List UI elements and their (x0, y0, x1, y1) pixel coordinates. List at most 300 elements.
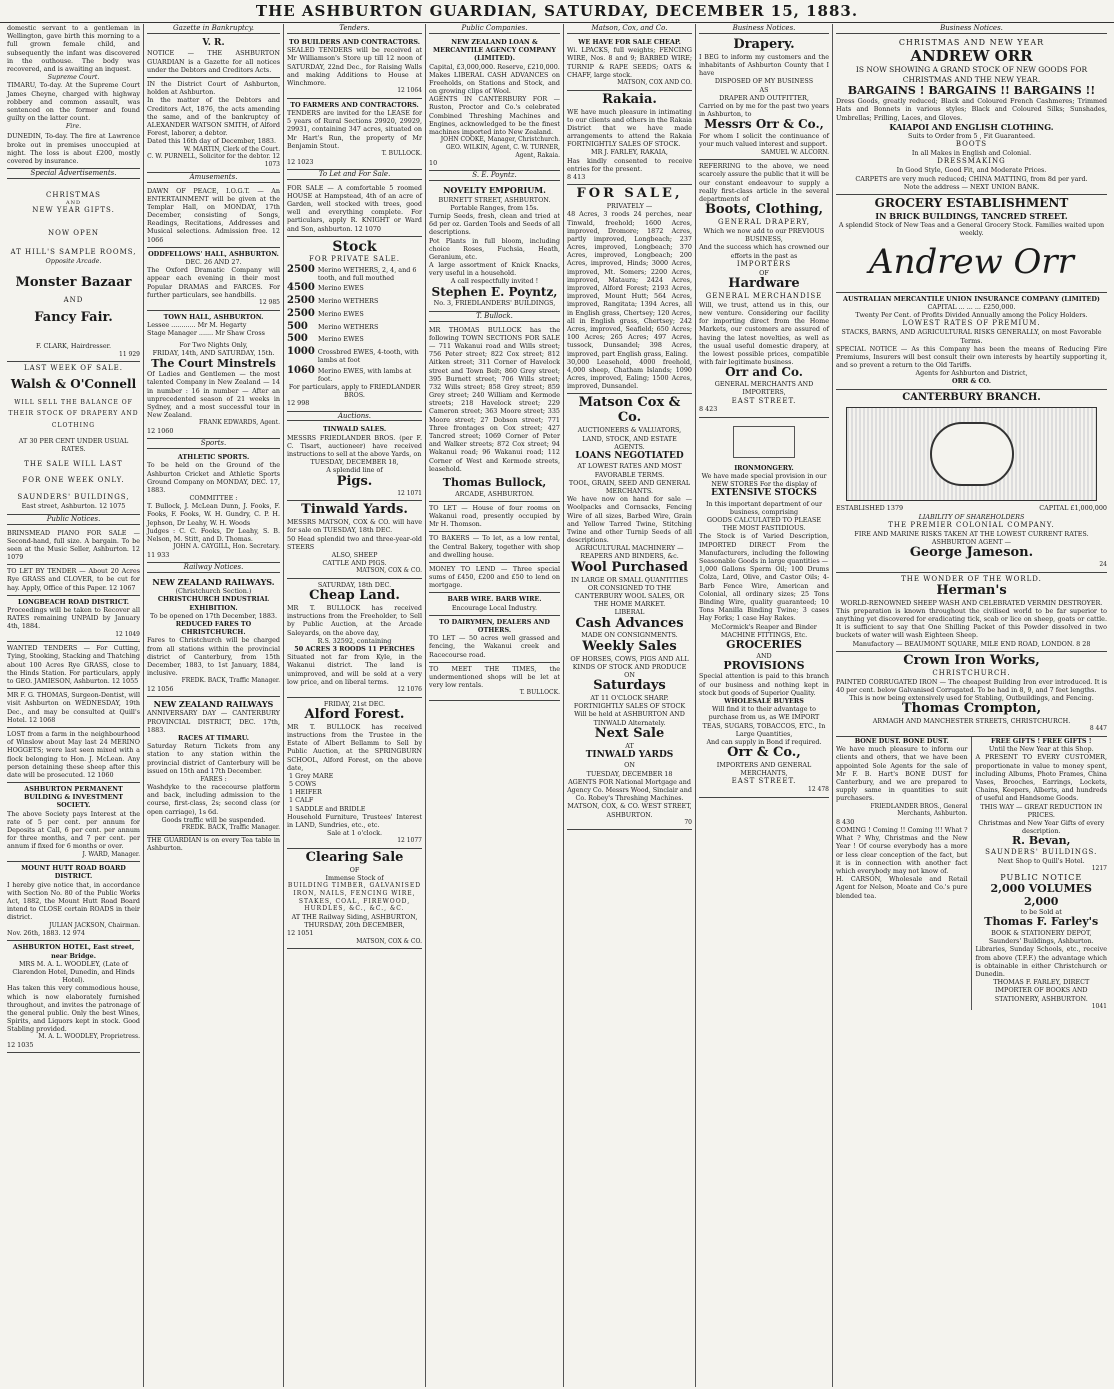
on-label: ON (624, 670, 635, 679)
oddfellows-title: ODDFELLOWS' HALL, ASHBURTON. (148, 249, 279, 258)
thirty-percent: AT 30 PER CENT UNDER USUAL RATES. (18, 437, 129, 454)
brick-buildings: IN BRICK BUILDINGS, TANCRED STREET. (875, 210, 1068, 221)
tolet-ref: 12 1067 (109, 583, 136, 592)
builders-ref: 12 1064 (397, 87, 422, 95)
bond: And can supply in Bond if required. (706, 737, 822, 746)
amusements-heading: Amusements. (147, 173, 280, 183)
bullock-sections-ad (429, 324, 560, 502)
wholesale-buyers: WHOLESALE BUYERS (724, 696, 804, 705)
now-open: NOW OPEN (48, 229, 99, 238)
manufactory: Manufactory — BEAUMONT SQUARE, MILE END ROAD, LONDON. 8 28 (852, 639, 1091, 648)
district-court: IN the District Court of Ashburton, holden at Ashburton. (147, 80, 280, 97)
weekly-sales: Weekly Sales (582, 638, 677, 654)
general-merchandise: GENERAL MERCHANDISE (705, 291, 823, 300)
hardware: Hardware (728, 275, 800, 291)
tolet-heading: To Let and For Sale. (287, 170, 422, 180)
book-depot: BOOK & STATIONERY DEPOT, Saunders' Buildings, Ashburton. (988, 929, 1094, 946)
mounthutt-ad (7, 862, 140, 941)
sheep-wash: WORLD-RENOWNED SHEEP WASH AND CELEBRATED VERMIN DESTROYER. (840, 598, 1103, 607)
matson-items: Wi. LPACKS, full weights; FENCING WIRE, Nos. 8 and 9; BARBED WIRE; TURNIP & RAPE SEEDS; OATS & CHAFF, large stock. (567, 46, 692, 79)
stephen-poyntz: Stephen E. Poyntz, (431, 284, 558, 299)
insurance-ad (836, 293, 1107, 390)
townhall-ad (147, 311, 280, 440)
two-nights: For Two Nights Only, (179, 341, 248, 350)
farmers-title: TO FARMERS AND CONTRACTORS. (290, 100, 419, 109)
district-clerk: W. MARTIN, Clerk of the Court. (183, 145, 280, 153)
alford-item: 1 HEIFER (289, 788, 322, 797)
groceries-and: AND (756, 651, 772, 660)
next-sale: Next Sale (594, 725, 665, 741)
carried-on: Carried on by me for the past two years in Ashburton, to (699, 102, 829, 119)
column-2 (144, 24, 284, 1387)
stock-qty: 4500 (287, 282, 315, 294)
hotel-ref: 12 1035 (7, 1041, 34, 1050)
public-notices-heading: Public Notices. (7, 515, 140, 525)
fire-text: DUNEDIN, To-day. The fire at Lawrence broke out in premises unoccupied at night. The loss is about £200, mostly covered by insurance. (7, 130, 140, 169)
building-text: The above Society pays Interest at the rate of 5 per cent. per annum for Deposits at Call, 6 per cent. per annum for three months, and 7 per cent. per annum if fixed for 6 months or over. (7, 809, 140, 851)
liberal: LIBERAL (614, 608, 645, 617)
lost-ref: 12 1060 (87, 770, 114, 779)
building-manager: J. WARD, Manager. (82, 850, 140, 858)
opposite-arcade: Opposite Arcade. (45, 257, 102, 266)
stock-desc: Merino EWES, with lambs at foot. (317, 366, 412, 383)
tinwald-yards-5: TINWALD YARDS (585, 749, 674, 760)
thomas-bullock: Thomas Bullock, (442, 475, 547, 489)
anniversary: ANNIVERSARY DAY — CANTERBURY PROVINCIAL DISTRICT, DEC. 17th, 1883. (147, 709, 280, 734)
masthead (0, 0, 1114, 23)
dawn-text: DAWN OF PEACE, I.O.G.T. — An ENTERTAINMENT will be given at the Templar Hall, on MONDAY, 17th December, consisting of Songs, Readings, Recitations, Addresses and Musical selections. Admission free. (147, 186, 280, 236)
friedlander-ref: 8 430 (836, 817, 855, 826)
gazette-heading: Gazette in Bankruptcy. (147, 24, 280, 34)
bone-text: We have much pleasure to inform our clients and others, that we have been appointed Sole Agents for the sale of Mr F. B. Hart's BONE DUST for Canterbury, and we are prepared to supply same in quantities to suit purchasers. (836, 745, 968, 803)
drapery-beg: I BEG to inform my customers and the inhabitants of Ashburton County that I have (699, 52, 829, 78)
novelty-emporium: NOVELTY EMPORIUM. (443, 185, 546, 196)
district-solicitor: C. W. PURNELL, Solicitor for the debtor. 12 1073 (147, 153, 280, 168)
piano-text: BRINSMEAD PIANO FOR SALE — Second-hand, full size. A bargain. To be seen at the Music Seller, Ashburton. (7, 528, 140, 553)
insurance-company-logo (846, 407, 1097, 501)
cheap-land-ad (287, 579, 422, 698)
oclock: AT 11 O'CLOCK SHARP. (590, 694, 669, 703)
stock-row (287, 333, 422, 346)
alford-ad (287, 698, 422, 849)
hotel-sig: M. A. L. WOODLEY, Proprietress. (38, 1033, 140, 1041)
bullock-heading: T. Bullock. (429, 312, 560, 322)
kettle-icon (733, 426, 795, 458)
railway-ref: 12 1056 (147, 684, 174, 693)
wool-text: IN LARGE OR SMALL QUANTITIES OR CONSIGNED TO THE CANTERBURY WOOL SALES, OR THE HOME MARKET. (570, 575, 688, 609)
bullock-list: MR THOMAS BULLOCK has the following TOWN SECTIONS FOR SALE — 711 Wakanui road and Wills street; 756 Peter street; 822 Cox street; 812 Aitken street; 311 Corner of Havelock street and Town Belt; 860 Grey street; 395 Burnett street; 706 Wills street; 732 Wills street; 858 Grey street; 859 Grey street; 240 William and Kermode streets; 218 Havelock street; 229 Cameron street; 363 Moore street; 335 Moore street; 27 Dobson street; 771 Three frontages on Cox street; 427 Tancred street; 1069 Corner of Peter and Walker streets; 872 Cox street; 94 Wakanui road; 96 Wakanui road; 112 Corner of West and Kermode streets, leasehold. (429, 325, 560, 473)
disposed: DISPOSED OF MY BUSINESS (714, 77, 814, 86)
thomas-crompton: Thomas Crompton, (901, 701, 1042, 717)
tinyards-sig: MATSON, COX & CO. (356, 567, 422, 575)
clark-hairdresser: F. CLARK, Hairdresser. (35, 342, 112, 351)
orr-agents: ORR & CO. (952, 377, 991, 386)
alford-item: 1 Grey MARE (289, 771, 334, 780)
general-drapery: GENERAL DRAPERY, (718, 218, 810, 227)
dairymen-text: TO LET — 50 acres well grassed and fencing, the Wakanui creek and Racecourse road. (429, 634, 560, 659)
stock-qty: 2500 (287, 263, 315, 275)
wanted-text: WANTED TENDERS — For Cutting, Tying, Stooking, Stacking and Thatching about 100 Acres Rye GRASS, close to the Hinds Station. For particulars, apply to GEO. JAMIESON, Ashburton. (7, 644, 140, 685)
matson-sig: MATSON, COX AND CO. (617, 78, 692, 86)
pigs-ad (287, 423, 422, 501)
land-sale-ad (567, 185, 692, 394)
stock-desc: Merino WETHERS, 2, 4, and 6 tooth, and full mouthed (317, 265, 417, 283)
canterbury-ad (836, 390, 1107, 573)
dressmaking-text: In Good Style, Good Fit, and Moderate Prices. (896, 166, 1047, 175)
stock-items: 1,000 Gallons Sperm Oil; 100 Drums Colza, Lard, Olive, and Castor Oils; 4-Barb Fence Wire, American and Colonial, all ordinary sizes; 25 Tons Binding Wire, quality guaranteed; 10 Tons Manilla Binding Twine; 3 cases Hay Forks; 1 case Hay Rakes. (699, 565, 829, 623)
grocery-ad (836, 195, 1107, 293)
hills-rooms: AT HILL'S SAMPLE ROOMS, (10, 248, 137, 257)
business-heading-6: Business Notices. (699, 24, 829, 34)
goods-calc: GOODS CALCULATED TO PLEASE THE MOST FASTIDIOUS. (706, 516, 822, 533)
farmers-sig: T. BULLOCK. (381, 149, 422, 157)
consignments: MADE ON CONSIGNMENTS. (581, 631, 678, 640)
times-sig: T. BULLOCK. (519, 689, 560, 697)
tinwald-yards: Tinwald Yards. (301, 502, 408, 518)
farley-text: Has kindly consented to receive entries for the present. (567, 156, 692, 173)
boots-text: In all Makes in English and Colonial. (911, 149, 1032, 158)
public-notice: PUBLIC NOTICE (1000, 872, 1083, 882)
importers: IMPORTERS (736, 259, 792, 268)
business-heading-7: Business Notices. (836, 24, 1107, 34)
agents-ashburton: Agents for Ashburton and District, (915, 369, 1028, 378)
wanted-ad (7, 642, 140, 689)
athletic-ad (147, 451, 280, 563)
stock-qty: 500 (287, 320, 308, 332)
pot-plants: Pot Plants in full bloom, including choice Roses, Fuchsia, Heath, Geranium, etc. (429, 236, 560, 261)
column-7 (833, 24, 1110, 1387)
ironmongery-title: IRONMONGERY. (734, 463, 794, 472)
cattle-pigs: CATTLE AND PIGS. (322, 559, 387, 568)
now-used: This is now being extensively used for Stabling, Outbuildings, and Fencing. (849, 694, 1094, 703)
forsale-ad (287, 182, 422, 237)
saturdays: Saturdays (593, 678, 666, 694)
bakers-ad: TO BAKERS — To let, as a low rental, the Central Bakery, together with shop and dwelling house. (429, 532, 560, 563)
district-dated: Dated this 16th day of December, 1883. (147, 137, 276, 146)
stock-row (287, 295, 422, 308)
rakaia-text: WE have much pleasure in intimating to our clients and others in the Rakaia District that we have made arrangements to attend the Rakaia FORTNIGHTLY SALES OF STOCK. (567, 107, 692, 149)
cheap-section: R.S. 32592, containing (317, 636, 392, 645)
exhibition-text: To be opened on 17th December, 1883. (149, 611, 278, 620)
loans-sub: AT LOWEST RATES AND MOST FAVORABLE TERMS. (577, 462, 682, 479)
last-week: LAST WEEK OF SALE. (24, 364, 123, 373)
draper-outfitter: DRAPER AND OUTFITTER, (719, 93, 809, 102)
alford-ref: 12 1077 (397, 837, 422, 845)
building-title: ASHBURTON PERMANENT BUILDING & INVESTMENT SOCIETY. (23, 785, 124, 810)
court-heading: Supreme Court. (47, 73, 100, 82)
mounthutt-text: I hereby give notice that, in accordance with Section No. 80 of the Public Works Act, 1882, the Mount Hutt Road Board intend to CLOSE certain ROADS in their district. (7, 880, 140, 922)
until-new-year: Until the New Year at this Shop. (988, 745, 1094, 754)
news-intro: domestic servant to a gentleman in Wellington, gave birth this morning to a full grown female child, and subsequently the infant was discovered in the outhouse. The body was recovered, and is awaiting an inquest. (7, 24, 140, 73)
grocery-est: GROCERY ESTABLISHMENT (874, 195, 1069, 210)
burnett-street: BURNETT STREET, ASHBURTON. (438, 195, 551, 204)
alford-text: MR T. BULLOCK has received instructions from the Trustee in the Estate of Albert Bellamm to Sell by Public Auction, at the SPRINGBURN SCHOOL, Alford Forest, on the above date, (287, 722, 422, 772)
dawn-ad (147, 185, 280, 248)
matson-heading: Matson, Cox, and Co. (567, 24, 692, 34)
longbeach-text: Proceedings will be taken to Recover all RATES remaining UNPAID by January 4th, 1884. (7, 606, 140, 631)
stock-desc: Merino WETHERS (318, 322, 379, 331)
established: ESTABLISHED 1379 (836, 504, 904, 513)
stock-row (287, 308, 422, 321)
clearing-of: OF (349, 865, 360, 874)
athletic-title: ATHLETIC SPORTS. (177, 453, 250, 462)
libraries: Libraries, Sunday Schools, etc., receive from above (T.F.F.) the advantage which is obtainable in either Christchurch or Dunedin. (975, 945, 1107, 979)
gazette-text: NOTICE — THE ASHBURTON GUARDIAN is a Gazette for all notices under the Debtors and Creditors Acts. (147, 49, 280, 74)
pigs-ref: 12 1071 (397, 489, 422, 497)
hermans: Herman's (936, 582, 1007, 598)
masthead-title: THE ASHBURTON GUARDIAN, SATURDAY, DECEMBER 15, 1883. (255, 2, 859, 20)
xmas-cards: Christmas and New Year Gifts of every description. (978, 818, 1105, 836)
athletic-text: To be held on the Ground of the Ashburton Cricket and Athletic Sports Ground Company on MONDAY, DEC. 17, 1883. (147, 461, 280, 494)
matson-big: Matson Cox & Co. (578, 395, 681, 426)
wanted-ref: 12 1055 (111, 677, 139, 685)
townhall-stage: Stage Manager ....... Mr Shaw Cross (147, 328, 265, 337)
extensive-stocks: EXTENSIVE STOCKS (711, 488, 817, 499)
column-1 (4, 24, 144, 1387)
fire-heading: Fire. (65, 122, 82, 131)
nzr-title-2: NEW ZEALAND RAILWAYS (153, 699, 274, 710)
rakaia-ad (567, 91, 692, 186)
column-4 (426, 24, 564, 1387)
stock-row (287, 346, 422, 364)
dairymen-title: TO DAIRYMEN, DEALERS AND OTHERS. (439, 617, 550, 635)
alcorn-sig: SAMUEL W. ALCORN. (761, 148, 829, 156)
tool-text: We have now on hand for sale — Woolpacks and Cornsacks, Fencing Wire of all sizes, Barbed Wire, Grain and Yellow Tarred Twine, Stitching Twine and other Turnip Seeds of all descriptions. (567, 495, 692, 545)
oddfellows-ad (147, 248, 280, 311)
friedlanders-bldg: No. 3, FRIEDLANDERS' BUILDINGS, (433, 299, 556, 308)
east-street-2: EAST STREET. (731, 777, 797, 786)
hermans-ad (836, 573, 1107, 652)
hotel-ad (7, 941, 140, 1053)
orr-importers: Orr & Co., (727, 745, 801, 761)
clearing-ad (287, 849, 422, 949)
wholesale-text: Will find it to their advantage to purchase from us, as WE IMPORT TEAS, SUGARS, TOBACCOS, ETC., In Large Quantities, (702, 705, 826, 738)
brick-text: A splendid Stock of New Teas and a General Grocery Stock. Families waited upon weekly. (838, 220, 1105, 238)
next-shop: Next Shop to Quill's Hotel. (997, 856, 1085, 865)
dress-goods: Dress Goods, greatly reduced; Black and Coloured French Cashmeres; Trimmed Hats and Bonnets in various styles; Black and Coloured Silks; Sunshades, Umbrellas; Frilling, Laces, and Gloves. (836, 97, 1107, 122)
new-venture: Will, we trust, attend us in this, our new venture. Considering our facility for importing direct from the Home Markets, our customers are assured of having the latest novelties, as well as the usual useful domestic drapery, at the lowest possible prices, compatible with fair legitimate business. (699, 300, 829, 367)
success: And the success which has crowned our efforts in the past as (699, 243, 829, 260)
on-label-2: ON (624, 761, 635, 770)
held-at: Will be held at ASHBURTON AND TINWALD Alternately. (574, 710, 685, 727)
bazaar-and: AND (63, 296, 84, 305)
clark-ref: 11 929 (119, 350, 140, 358)
xmas-line3: NEW YEAR GIFTS. (32, 206, 115, 215)
agri-machinery: AGRICULTURAL MACHINERY — REAPERS AND BINDERS, &c. (575, 544, 684, 561)
building-materials: BUILDING TIMBER, GALVANISED IRON, NAILS, FENCING WIRE, STAKES, COAL, FIREWOOD, HURDLES, &C., &C., &C. (287, 882, 422, 913)
capital-badge: CAPITAL £1,000,000 (1039, 504, 1107, 513)
land-list: 48 Acres, 3 roods 24 perches, near Tinwald, freehold; 1600 Acres, improved, Dromore; 1872 Acres, partly improved, Longbeach; 237 Acres, improved, Longbeach; 370 Acres, improved, Longbeach; 200 Acres, improved, Hinds; 3000 Acres, improved, Mt. Somers; 2200 Acres, improved, Mataura; 2424 Acres, improved, Alford Forest; 2193 Acres, improved, Mount Hutt; 564 Acres, improved, Rangitata; 1394 Acres, all in English grass, Chertsey; 120 Acres, all in English grass, Chertsey; 242 Acres, improved, Seafield; 650 Acres; 100 Acres; 265 Acres; 497 Acres, tussock, Dunsandel; 398 Acres, improved, part English grass, Ealing. (567, 210, 692, 358)
stock-desc: Crossbred EWES, 4-tooth, with lambs at foot (317, 348, 419, 365)
stock-qty: 2500 (287, 307, 315, 319)
court-minstrels: The Court Minstrels (151, 356, 276, 370)
canterbury-branch: CANTERBURY BRANCH. (902, 391, 1041, 403)
crown-iron-ad (836, 652, 1107, 737)
sale-will-last: THE SALE WILL LAST (24, 459, 123, 468)
wonder-world: THE WONDER OF THE WORLD. (901, 574, 1042, 583)
groceries: GROCERIES (726, 637, 802, 651)
agents-for: AGENTS FOR National Mortgage and Agency Co. Messrs Wood, Sinclair and Co. Robey's Threshing Machines. (567, 777, 692, 803)
hotel-title: ASHBURTON HOTEL, East street, near Bridge. (12, 943, 135, 960)
nzr-section: (Christchurch Section.) (175, 587, 252, 596)
armagh: ARMAGH AND MANCHESTER STREETS, CHRISTCHURCH. (872, 717, 1071, 726)
rakaia-ref: 8 413 (567, 173, 586, 181)
alford-item: 1 SADDLE and BRIDLE (289, 804, 366, 813)
farley-name: Thomas F. Farley's (984, 915, 1099, 929)
builders-title: TO BUILDERS AND CONTRACTORS. (289, 37, 420, 46)
matson-main-ad (567, 394, 692, 830)
tinwald-yards-ad (287, 501, 422, 579)
fares-text: Washdyke to the racecourse platform and back, including admission to the course, first-class, 2s; second class (or open carriage), 1s 6d. (147, 783, 280, 816)
orr-end-ref: 12 478 (808, 786, 829, 794)
secretary-ref: 11 933 (147, 550, 170, 559)
cheap-text: MR T. BULLOCK has received instructions from the Freeholder, to Sell by Public Auction, at the Arcade Saleyards, on the above day, (287, 604, 422, 637)
to-be-sold: to be Sold at (1020, 908, 1062, 917)
sports-heading: Sports. (147, 439, 280, 449)
nzloan-capital: Capital, £3,000,000. Reserve, £210,000. (429, 62, 560, 71)
kaiapoi: KAIAPOI AND ENGLISH CLOTHING. (889, 121, 1054, 132)
sale-time: Sale at 1 o'clock. (326, 829, 383, 838)
pigs-title: Pigs. (336, 473, 373, 489)
column-5 (564, 24, 696, 1387)
bottom-left (836, 737, 972, 1010)
clearing-ref: 12 1051 (287, 929, 314, 938)
friedlander-sig: FRIEDLANDER BROS., General Merchants, Ashburton. (870, 802, 968, 818)
barb-text: Encourage Local Industry. (451, 603, 538, 612)
logo-emblem (930, 422, 1014, 486)
farley-ref: 1041 (1091, 1002, 1107, 1010)
stock-qty: 2500 (287, 295, 315, 307)
building-society-ad (7, 783, 140, 862)
fancy-fair: Fancy Fair. (34, 310, 113, 326)
stock-apply: For particulars, apply to FRIEDLANDER BROS. (288, 382, 421, 400)
alford-forest: Alford Forest. (304, 706, 405, 722)
grand-stock: IS NOW SHOWING A GRAND STOCK OF NEW GOODS FOR CHRISTMAS AND THE NEW YEAR. (855, 65, 1088, 85)
guardian-notice: THE GUARDIAN is on every Tea table in Ashburton. (147, 835, 280, 852)
barb-ad (429, 593, 560, 615)
gazette-notice (147, 36, 280, 78)
present: A PRESENT TO EVERY CUSTOMER, proportionate in value to money spent, including Albums, Photo Frames, China Vases, Brooches, Earrings, Lockets, Chains, Keepers, Alberts, and hundreds of useful and Handsome Goods. (975, 753, 1107, 803)
splendid-line: A splendid line of (326, 466, 383, 475)
stock-row (287, 282, 422, 295)
auctions-heading: Auctions. (287, 412, 422, 422)
wool-purchased: Wool Purchased (571, 559, 688, 575)
attention: Special attention is paid to this branch of our business and nothing kept in stock but goods of Superior Quality. (699, 672, 829, 697)
stock-qty: 1000 (287, 346, 315, 358)
stock-qty: 1060 (287, 364, 315, 376)
public-companies-heading: Public Companies. (429, 24, 560, 34)
hotel-text: Has taken this very commodious house, which is now elaborately furnished throughout, and invites the patronage of the general public. Only the best Wines, Spirits, and Liquors kept in stock. Good Stabling provided. (7, 984, 140, 1034)
cheap-ref: 12 1076 (397, 685, 422, 693)
farmers-ad (287, 99, 422, 170)
committee-names: T. Bullock, J. McLean Dunn, J. Fooks, F. Fooks, F. Fooks, W. H. Gundry, C. P. H. Jephson, Dr Leahy, W. H. Woods (147, 502, 280, 527)
railway-ad-1 (147, 575, 280, 697)
at-label: AT (625, 741, 634, 750)
dawn-ref: 12 1066 (147, 227, 280, 244)
carson: H. CARSON, Wholesale and Retail Agent for Nelson, Moate and Co.'s pure blended tea. (836, 875, 968, 900)
crown-iron: Crown Iron Works, (903, 652, 1040, 668)
as-label: AS (759, 85, 769, 94)
twenty-percent: Twenty Per Cent. of Profits Divided Annually among the Policy Holders. (855, 311, 1088, 320)
cheap-text-2: Situated not far from Kyle, in the Wakanui district. The land is unimproved, and will be sold at a very low price, and on liberal terms. (287, 653, 422, 686)
rakaia-title: Rakaia. (602, 91, 657, 107)
railway-heading: Railway Notices. (147, 563, 280, 573)
stock-list (287, 264, 422, 383)
fire-marine: FIRE AND MARINE RISKS TAKEN AT THE LOWEST CURRENT RATES. (854, 529, 1089, 538)
nzloan-ref: 10 (429, 159, 438, 168)
farmers-text: TENDERS are invited for the LEASE for 5 years of Rural Sections 29920, 29929, 29931, containing 347 acres, situated on Mr Hart's Run, the property of Mr Benjamin Stout. (287, 108, 422, 150)
stock-row (287, 264, 422, 282)
dentist-ad (7, 689, 140, 728)
dentist-ref: 12 1068 (28, 715, 56, 724)
tinyards-text: MESSRS MATSON, COX & CO. will have for sale on TUESDAY, 18th DEC. (287, 518, 422, 535)
matson-end-ref: 70 (684, 818, 692, 826)
secretary: JOHN A. CAYGILL, Hon. Secretary. (173, 543, 280, 551)
privately: PRIVATELY — (606, 202, 653, 211)
longbeach-ad (7, 596, 140, 642)
exhibition-title: CHRISTCHURCH INDUSTRIAL EXHIBITION. (157, 595, 270, 612)
provisions: PROVISIONS (723, 658, 805, 672)
vr-mark: V. R. (202, 37, 225, 48)
oddfellows-date: DEC. 26 AND 27. (185, 258, 242, 266)
orr-boots-ad (699, 160, 829, 417)
saunders-addr: East street, Ashburton. 12 1075 (21, 502, 126, 511)
townhall-lessee: Lessee ............ Mr M. Hegarty (147, 320, 247, 329)
tool-grain: TOOL, GRAIN, SEED AND GENERAL MERCHANTS. (568, 478, 691, 495)
stock-row (287, 321, 422, 334)
special-ads-heading: Special Advertisements. (7, 169, 140, 179)
ironmongery-ad (699, 418, 829, 798)
carpets: CARPETS are very much reduced; CHINA MATTING, from 8d per yard. (855, 174, 1088, 183)
nzloan-agent: GEO. WILKIN, Agent, C. W. TURNER, Agent, Rakaia. (445, 143, 560, 159)
clearing-sale: Clearing Sale (305, 850, 404, 866)
special-provision: We have made special provision in our NEW STORES For the display of (701, 471, 827, 489)
bargains: BARGAINS ! BARGAINS !! BARGAINS !! (847, 83, 1096, 97)
xmas-line1: CHRISTMAS (46, 191, 101, 200)
piano-ref: 12 1079 (7, 544, 140, 562)
dept-text: In this important department of our business, comprising (705, 499, 823, 516)
minstrels-ref: 12 1060 (147, 426, 174, 435)
alford-date: FRIDAY, 21st DEC. (323, 699, 386, 708)
lost-ad (7, 728, 140, 783)
monster-bazaar: Monster Bazaar (15, 274, 132, 290)
bazaar-ad (7, 181, 140, 362)
goods-suspended: Goods traffic will be suspended. (161, 815, 266, 824)
farmers-ref: 12 1023 (287, 157, 314, 166)
saunders-bldg: SAUNDERS' BUILDINGS, (17, 493, 130, 502)
hotel-owner: MRS M. A. L. WOODLEY, (Late of Clarendon Hotel, Dunedin, and Hinds Hotel). (12, 959, 135, 985)
fortnightly: FORTNIGHTLY SALES OF STOCK (573, 702, 686, 711)
dressmaking: DRESSMAKING (937, 157, 1006, 166)
barb-title: BARB WIRE. BARB WIRE. (447, 595, 542, 604)
nzloan-title: NEW ZEALAND LOAN & MERCANTILE AGENCY COMPANY (LIMITED). (433, 37, 556, 63)
painted-iron: PAINTED CORRUGATED IRON — The cheapest Building Iron ever introduced. It is 40 per cent. below Galvanised Corrugated. To be had in 8, 9, and 7 feet lengths. (836, 677, 1107, 694)
east-ref: 8 423 (699, 405, 718, 414)
xmas-new-year: CHRISTMAS AND NEW YEAR (898, 37, 1045, 47)
weekly-text: OF HORSES, COWS, PIGS AND ALL KINDS OF STOCK AND PRODUCE (570, 654, 689, 671)
portable-ranges: Portable Ranges, from 15s. (450, 203, 539, 212)
alford-item: 5 COWS (289, 780, 317, 789)
mccormick: McCormick's Reaper and Binder MACHINE FITTINGS, Etc. (711, 622, 817, 639)
of-label: OF (759, 268, 769, 277)
drapery-ad (699, 36, 829, 160)
reduced-fares: REDUCED FARES TO CHRISTCHURCH. (175, 619, 252, 637)
will-sell: WILL SELL THE BALANCE OF THEIR STOCK OF DRAPERY AND CLOTHING (8, 398, 139, 429)
george-jameson: George Jameson. (909, 545, 1034, 561)
stock-desc: Merino WETHERS (318, 297, 379, 306)
longbeach-ref: 12 1049 (115, 630, 140, 638)
stock-private: FOR PRIVATE SALE. (309, 254, 400, 263)
